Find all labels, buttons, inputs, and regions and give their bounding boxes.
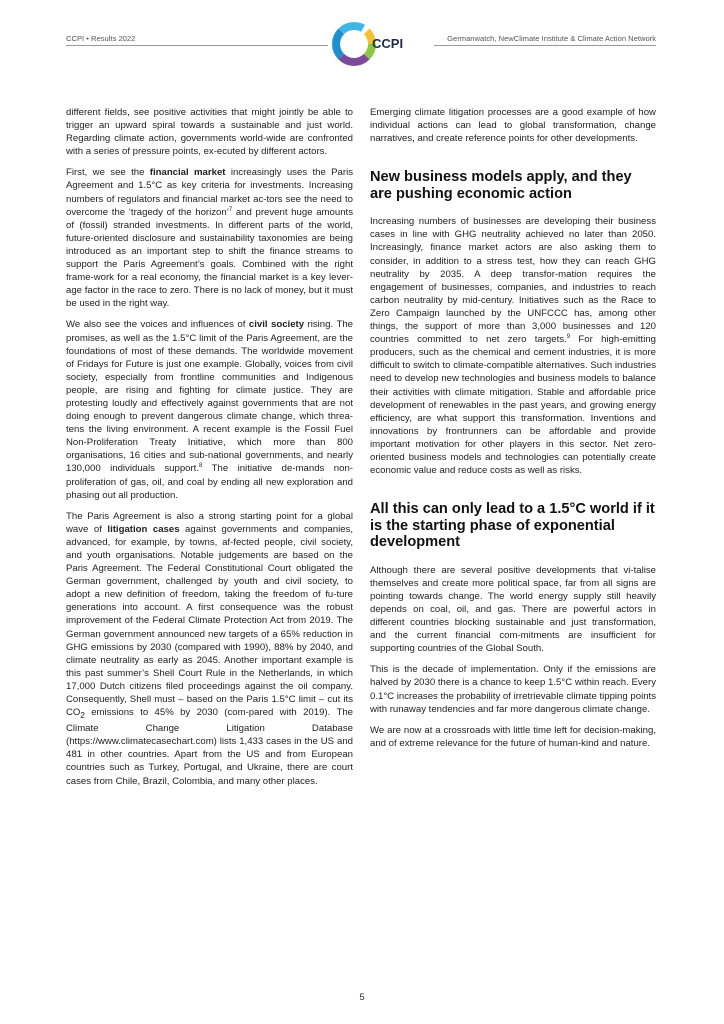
header-publishers: Germanwatch, NewClimate Institute & Climate Action Network (447, 34, 656, 43)
paragraph-litigation-cases: The Paris Agreement is also a strong starting point for a global wave of litigation cases against governments and companies, advanced, for example, by towns, af-fected people, civil society, and youth organisations. Notable judgements are based on the Paris Agreement. The Federal Constitutional Court obligated the German government, challenged by youth and civil society, to adopt a new definition of freedom, taking the freedom of fu-ture generations into account. A first consequence was the robust improvement of the Federal Climate Protection Act from 2019. The German government announced new targets of a 65% reduction in GHG emissions by 2030 (compared with 1990), 88% by 2040, and climate neutrality as early as 2045. Another important example is this past summer’s Shell Court Rule in the Netherlands, in which 17,000 Dutch citizens filed proceedings against the oil company. Consequently, Shell must – based on the Paris 1.5°C limit – cut its $CO_2$ emissions to 45% by 2030 (com-pared with 2019). The Climate Change Litigation Database (https://www.climatecasechart.com) lists 1,433 cases in the US and 481 in other countries. Apart from the US and from European countries such as Turkey, Portugal, and Ukraine, there are court cases from Chile, Brazil, Colombia, and many other places. (66, 510, 354, 787)
ccpi-logo-text: CCPI (372, 36, 404, 51)
paragraph-financial-market: First, we see the financial market increasingly uses the Paris Agreement and 1.5°C as key criteria for investments. Increasing numbers of regulators and financial market ac-tors see the need to overcome the ‘tragedy of the horizon’$^7$ and prevent huge amounts of (fossil) stranded investments. In different parts of the world, future-oriented disclosure and sustainability taxonomies are being introduced as an important step to shift the finance streams to support the Paris Agreement’s goals. Combined with the right frame-work for a real economy, the financial market is a key lever-age factor in the race to zero. There is no lack of money, but it must be used in the right way. (66, 167, 353, 310)
ccpi-logo (332, 22, 442, 66)
paragraph-crossroads: We are now at a crossroads with little time left for decision-making, and of extreme relevance for the future of human-kind and nature. (370, 724, 656, 749)
paragraph-business-cases: Increasing numbers of businesses are developing their business cases in line with GHG neutrality achieved no later than 2050. Increasingly, finance market actors are also asking them to consider, in addition to a stress test, how they can reach GHG neutrality by 2035. A deep transfor-mation requires the engagement of businesses, companies, and industries to reach carbon neutrality by mid-century. Initiatives such as the Race to Zero Campaign launched by the UNFCCC has, among other things, the support of more than 3,000 businesses and 120 countries committed to net zero targets.$^9$ For high-emitting producers, such as the chemical and cement industries, it is more difficult to switch to climate-compatible alternatives. Such industries need to develop new technologies and business models to balance their activities with climate mitigation. Stable and affordable price development of renewables in the past years, and growing energy efficiency, are what support this transformation. Inventions and innovations by frontrunners can be affordable and provide important motivation for other players in this sector. Net zero-oriented business models and technologies can potentially create economic value and reduce costs as well as risks. (370, 216, 656, 477)
term-litigation-cases: litigation cases (107, 523, 180, 535)
section-heading-business-models: New business models apply, and they are pushing economic action (370, 169, 632, 202)
term-financial-market: financial market (149, 167, 226, 179)
header-report-title: CCPI • Results 2022 (66, 34, 136, 43)
footnote-ref-8: 8 (199, 463, 203, 470)
header-rule-left (66, 45, 328, 46)
paragraph-decade-of-implementation: This is the decade of implementation. Only if the emissions are halved by 2030 there is a chance to keep 1.5°C within reach. Every 0.1°C increases the probability of irretrievable climate tipping points with runaway tendencies and far more dangerous climate change. (370, 664, 656, 715)
term-civil-society: civil society (248, 319, 305, 331)
page-number: 5 (359, 992, 365, 1003)
paragraph-positive-developments: Although there are several positive developments that vi-talise themselves and create more political space, far from all signs are pointing towards change. The world energy supply still heavily depends on coal, oil, and gas. There are powerful actors in different countries blocking sustainable and just transformation, and the current financial com-mitments are insufficient for supporting countries of the Global South. (370, 564, 656, 655)
paragraph-civil-society: We also see the voices and influences of civil society rising. The promises, as well as the 1.5°C limit of the Paris Agreement, are the foundations of most of these demands. The worldwide movement of Fridays for Future is just one example. Globally, voices from civil society, especially from frontline communities and Indigenous people, are rising and fighting for climate justice. They are protesting loudly and effectively against governments that are not doing enough to prevent dangerous climate change, which threa-tens the living environment. A recent example is the Fossil Fuel Non-Proliferation Treaty Initiative, which more than 800 organisations, 16 cities and sub-national governments, and nearly 130,000 individuals support.$^8$ The initiative de-mands non-proliferation of gas, oil, and coal by ending all new exploration and phasing out all production. (66, 319, 353, 501)
paragraph-emerging-litigation: Emerging climate litigation processes are a good example of how individual actions can lead to global transformation, change narratives, and create reference points for other developments. (370, 107, 656, 145)
left-column (66, 106, 353, 796)
footnote-ref-9: 9 (566, 333, 571, 340)
paragraph-different-fields: different fields, see positive activities that might jointly be able to trigger an upward spiral towards a sustainable and just world. Regarding climate action, governments world-wide are confronted with a series of pressure points, ex-ecuted by different actors. (66, 107, 353, 158)
footnote-ref-7: 7 (228, 206, 233, 213)
right-column (370, 106, 656, 758)
page-header (66, 28, 656, 68)
subscript-2: 2 (80, 711, 85, 721)
section-heading-exponential-development: All this can only lead to a 1.5°C world if it is the starting phase of exponential development (370, 501, 655, 551)
header-rule-right (434, 45, 656, 46)
ccpi-logo-ring-icon (332, 22, 376, 66)
